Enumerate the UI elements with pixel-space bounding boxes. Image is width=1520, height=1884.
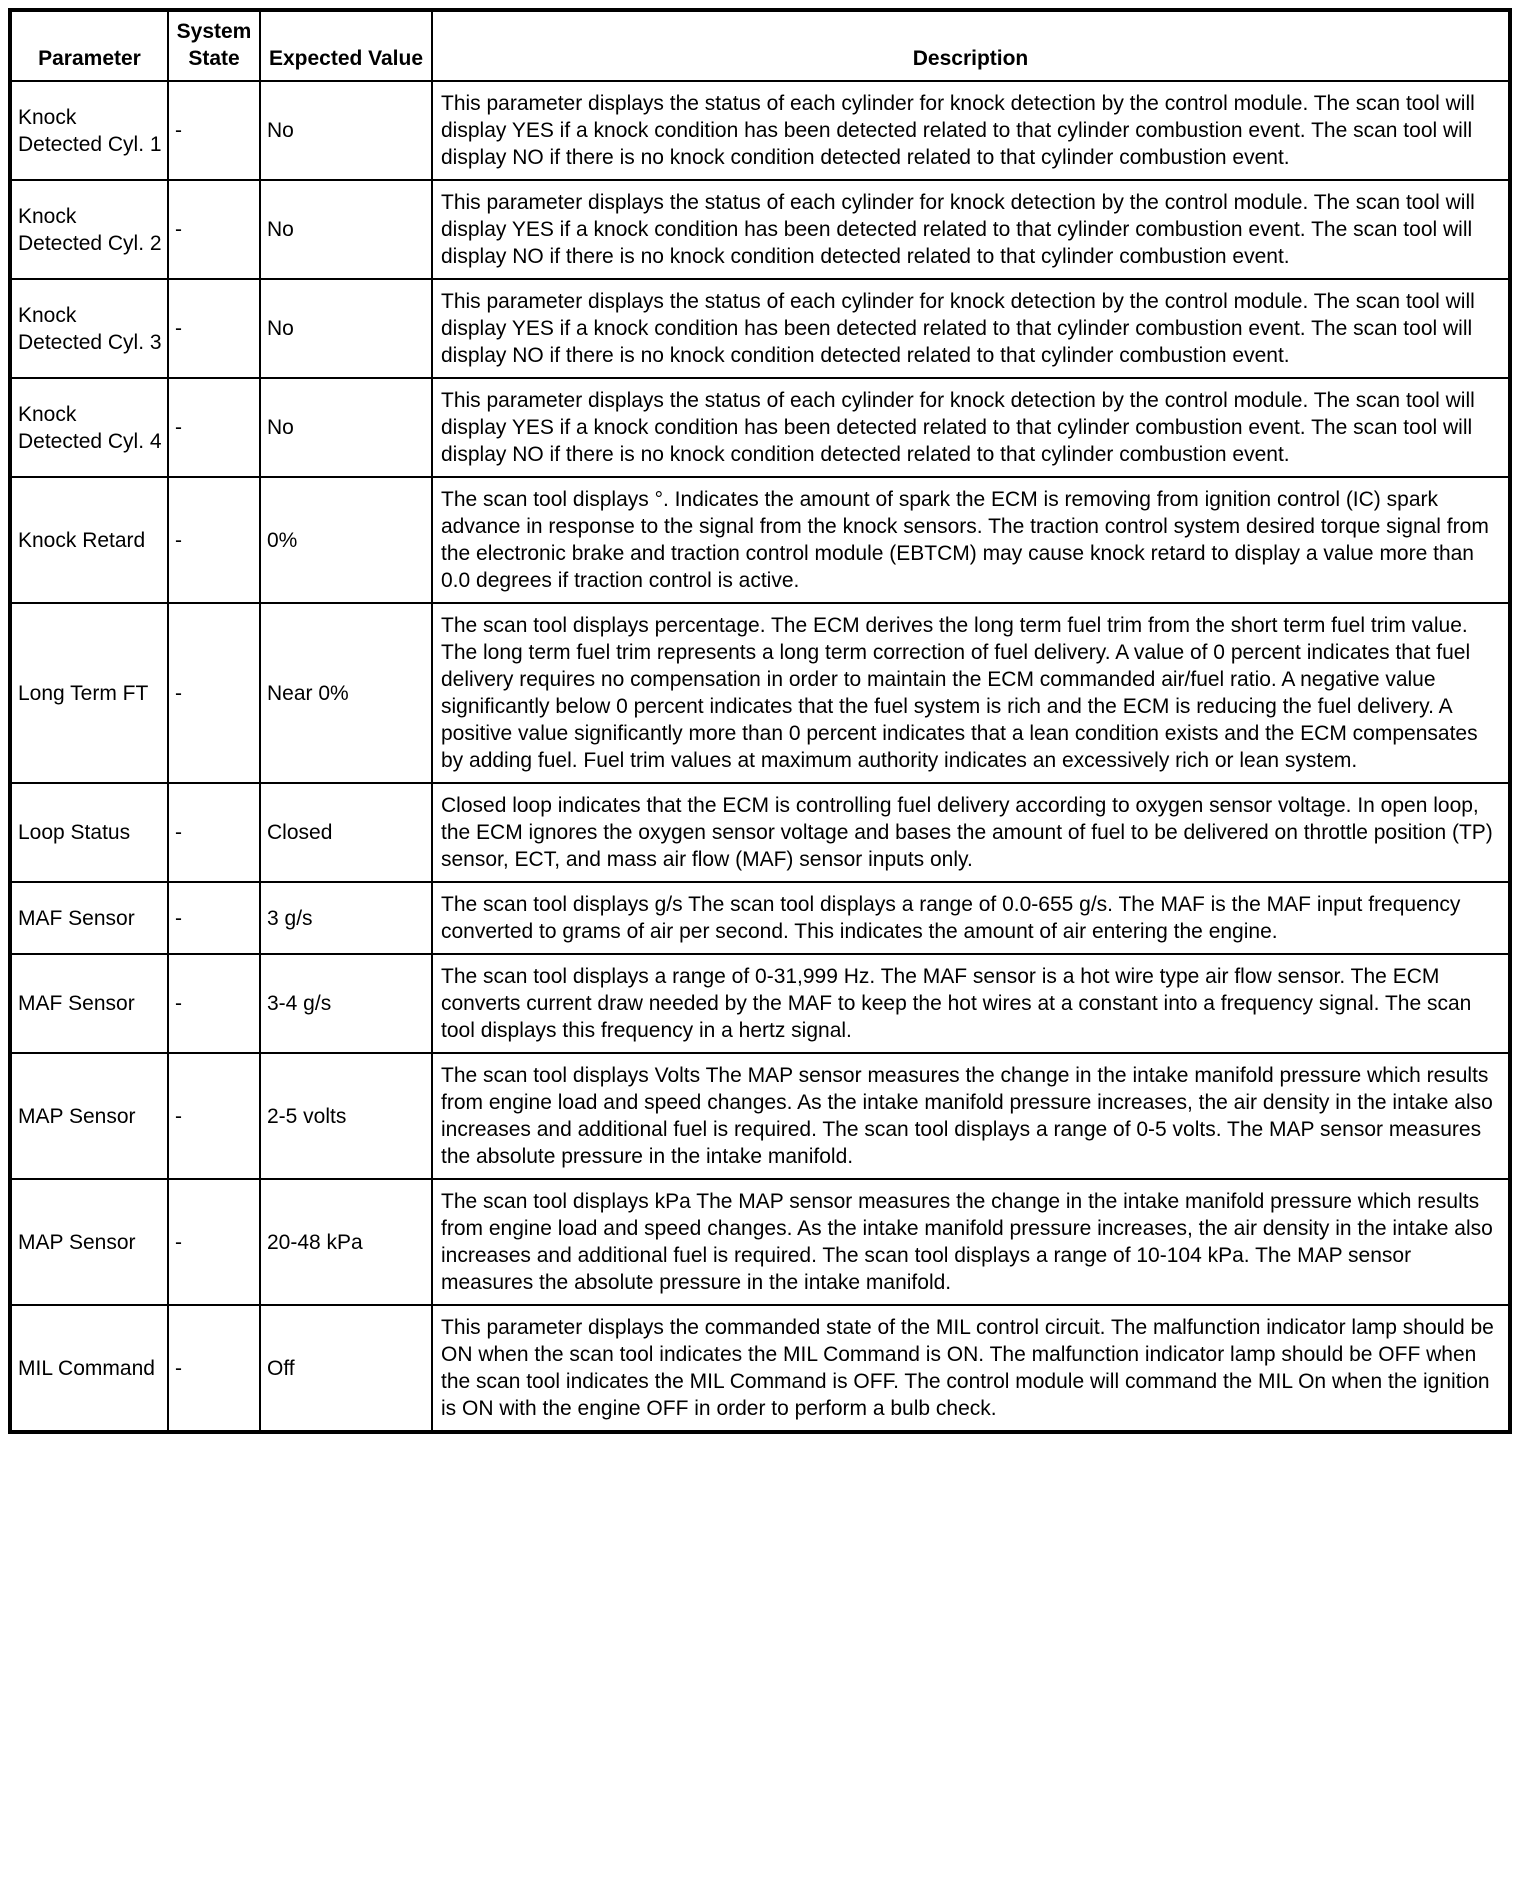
table-row xyxy=(10,279,1510,378)
system-state-cell: - xyxy=(168,1305,260,1432)
description-cell: The scan tool displays g/s The scan tool displays a range of 0.0-655 g/s. The MAF is the MAF input frequency converted to grams of air per second. This indicates the amount of air entering the engine. xyxy=(432,882,1510,954)
system-state-cell: - xyxy=(168,378,260,477)
description-cell: Closed loop indicates that the ECM is controlling fuel delivery according to oxygen sensor voltage. In open loop, the ECM ignores the oxygen sensor voltage and bases the amount of fuel to be delivered on throttle position (TP) sensor, ECT, and mass air flow (MAF) sensor inputs only. xyxy=(432,783,1510,882)
system-state-cell: - xyxy=(168,954,260,1053)
table-header xyxy=(10,10,1510,81)
parameter-cell: Loop Status xyxy=(10,783,168,882)
system-state-cell: - xyxy=(168,180,260,279)
table-row xyxy=(10,954,1510,1053)
system-state-cell: - xyxy=(168,882,260,954)
table-row xyxy=(10,378,1510,477)
parameter-cell: Knock Detected Cyl. 4 xyxy=(10,378,168,477)
column-header-description: Description xyxy=(432,10,1510,81)
expected-value-cell: 0% xyxy=(260,477,432,603)
description-cell: The scan tool displays °. Indicates the amount of spark the ECM is removing from ignition control (IC) spark advance in response to the signal from the knock sensors. The traction control system desired torque signal from the electronic brake and traction control module (EBTCM) may cause knock retard to display a value more than 0.0 degrees if traction control is active. xyxy=(432,477,1510,603)
parameter-cell: Knock Retard xyxy=(10,477,168,603)
expected-value-cell: No xyxy=(260,279,432,378)
expected-value-cell: 2-5 volts xyxy=(260,1053,432,1179)
parameter-cell: MAP Sensor xyxy=(10,1053,168,1179)
table-row xyxy=(10,603,1510,783)
description-cell: This parameter displays the status of each cylinder for knock detection by the control module. The scan tool will display YES if a knock condition has been detected related to that cylinder combustion event. The scan tool will display NO if there is no knock condition detected related to that cylinder combustion event. xyxy=(432,81,1510,180)
description-cell: This parameter displays the status of each cylinder for knock detection by the control module. The scan tool will display YES if a knock condition has been detected related to that cylinder combustion event. The scan tool will display NO if there is no knock condition detected related to that cylinder combustion event. xyxy=(432,378,1510,477)
parameter-cell: Knock Detected Cyl. 3 xyxy=(10,279,168,378)
description-cell: The scan tool displays Volts The MAP sensor measures the change in the intake manifold pressure which results from engine load and speed changes. As the intake manifold pressure increases, the air density in the intake also increases and additional fuel is required. The scan tool displays a range of 0-5 volts. The MAP sensor measures the absolute pressure in the intake manifold. xyxy=(432,1053,1510,1179)
parameter-cell: MAP Sensor xyxy=(10,1179,168,1305)
table-row xyxy=(10,477,1510,603)
table-row xyxy=(10,180,1510,279)
description-cell: This parameter displays the status of each cylinder for knock detection by the control module. The scan tool will display YES if a knock condition has been detected related to that cylinder combustion event. The scan tool will display NO if there is no knock condition detected related to that cylinder combustion event. xyxy=(432,279,1510,378)
parameter-cell: Knock Detected Cyl. 2 xyxy=(10,180,168,279)
description-cell: The scan tool displays a range of 0-31,999 Hz. The MAF sensor is a hot wire type air flow sensor. The ECM converts current draw needed by the MAF to keep the hot wires at a constant into a frequency signal. The scan tool displays this frequency in a hertz signal. xyxy=(432,954,1510,1053)
column-header-parameter: Parameter xyxy=(10,10,168,81)
column-header-expected-value: Expected Value xyxy=(260,10,432,81)
column-header-system-state: System State xyxy=(168,10,260,81)
system-state-cell: - xyxy=(168,783,260,882)
description-cell: The scan tool displays percentage. The ECM derives the long term fuel trim from the short term fuel trim value. The long term fuel trim represents a long term correction of fuel delivery. A value of 0 percent indicates that fuel delivery requires no compensation in order to maintain the ECM commanded air/fuel ratio. A negative value significantly below 0 percent indicates that the fuel system is rich and the ECM is reducing the fuel delivery. A positive value significantly more than 0 percent indicates that a lean condition exists and the ECM compensates by adding fuel. Fuel trim values at maximum authority indicates an excessively rich or lean system. xyxy=(432,603,1510,783)
table-row xyxy=(10,1305,1510,1432)
table-row xyxy=(10,1179,1510,1305)
table-row xyxy=(10,81,1510,180)
parameter-cell: Long Term FT xyxy=(10,603,168,783)
description-cell: The scan tool displays kPa The MAP sensor measures the change in the intake manifold pressure which results from engine load and speed changes. As the intake manifold pressure increases, the air density in the intake also increases and additional fuel is required. The scan tool displays a range of 10-104 kPa. The MAP sensor measures the absolute pressure in the intake manifold. xyxy=(432,1179,1510,1305)
description-cell: This parameter displays the status of each cylinder for knock detection by the control module. The scan tool will display YES if a knock condition has been detected related to that cylinder combustion event. The scan tool will display NO if there is no knock condition detected related to that cylinder combustion event. xyxy=(432,180,1510,279)
table-row xyxy=(10,783,1510,882)
expected-value-cell: 20-48 kPa xyxy=(260,1179,432,1305)
system-state-cell: - xyxy=(168,81,260,180)
system-state-cell: - xyxy=(168,477,260,603)
system-state-cell: - xyxy=(168,1053,260,1179)
system-state-cell: - xyxy=(168,279,260,378)
parameter-cell: Knock Detected Cyl. 1 xyxy=(10,81,168,180)
system-state-cell: - xyxy=(168,1179,260,1305)
description-cell: This parameter displays the commanded state of the MIL control circuit. The malfunction indicator lamp should be ON when the scan tool indicates the MIL Command is ON. The malfunction indicator lamp should be OFF when the scan tool indicates the MIL Command is OFF. The control module will command the MIL On when the ignition is ON with the engine OFF in order to perform a bulb check. xyxy=(432,1305,1510,1432)
parameter-cell: MIL Command xyxy=(10,1305,168,1432)
table-body xyxy=(10,81,1510,1432)
scan-tool-data-table xyxy=(8,8,1512,1434)
expected-value-cell: Closed xyxy=(260,783,432,882)
parameter-cell: MAF Sensor xyxy=(10,954,168,1053)
expected-value-cell: 3-4 g/s xyxy=(260,954,432,1053)
parameter-cell: MAF Sensor xyxy=(10,882,168,954)
table-header-row xyxy=(10,10,1510,81)
expected-value-cell: No xyxy=(260,378,432,477)
expected-value-cell: 3 g/s xyxy=(260,882,432,954)
expected-value-cell: Off xyxy=(260,1305,432,1432)
system-state-cell: - xyxy=(168,603,260,783)
table-row xyxy=(10,1053,1510,1179)
expected-value-cell: Near 0% xyxy=(260,603,432,783)
expected-value-cell: No xyxy=(260,180,432,279)
table-row xyxy=(10,882,1510,954)
expected-value-cell: No xyxy=(260,81,432,180)
